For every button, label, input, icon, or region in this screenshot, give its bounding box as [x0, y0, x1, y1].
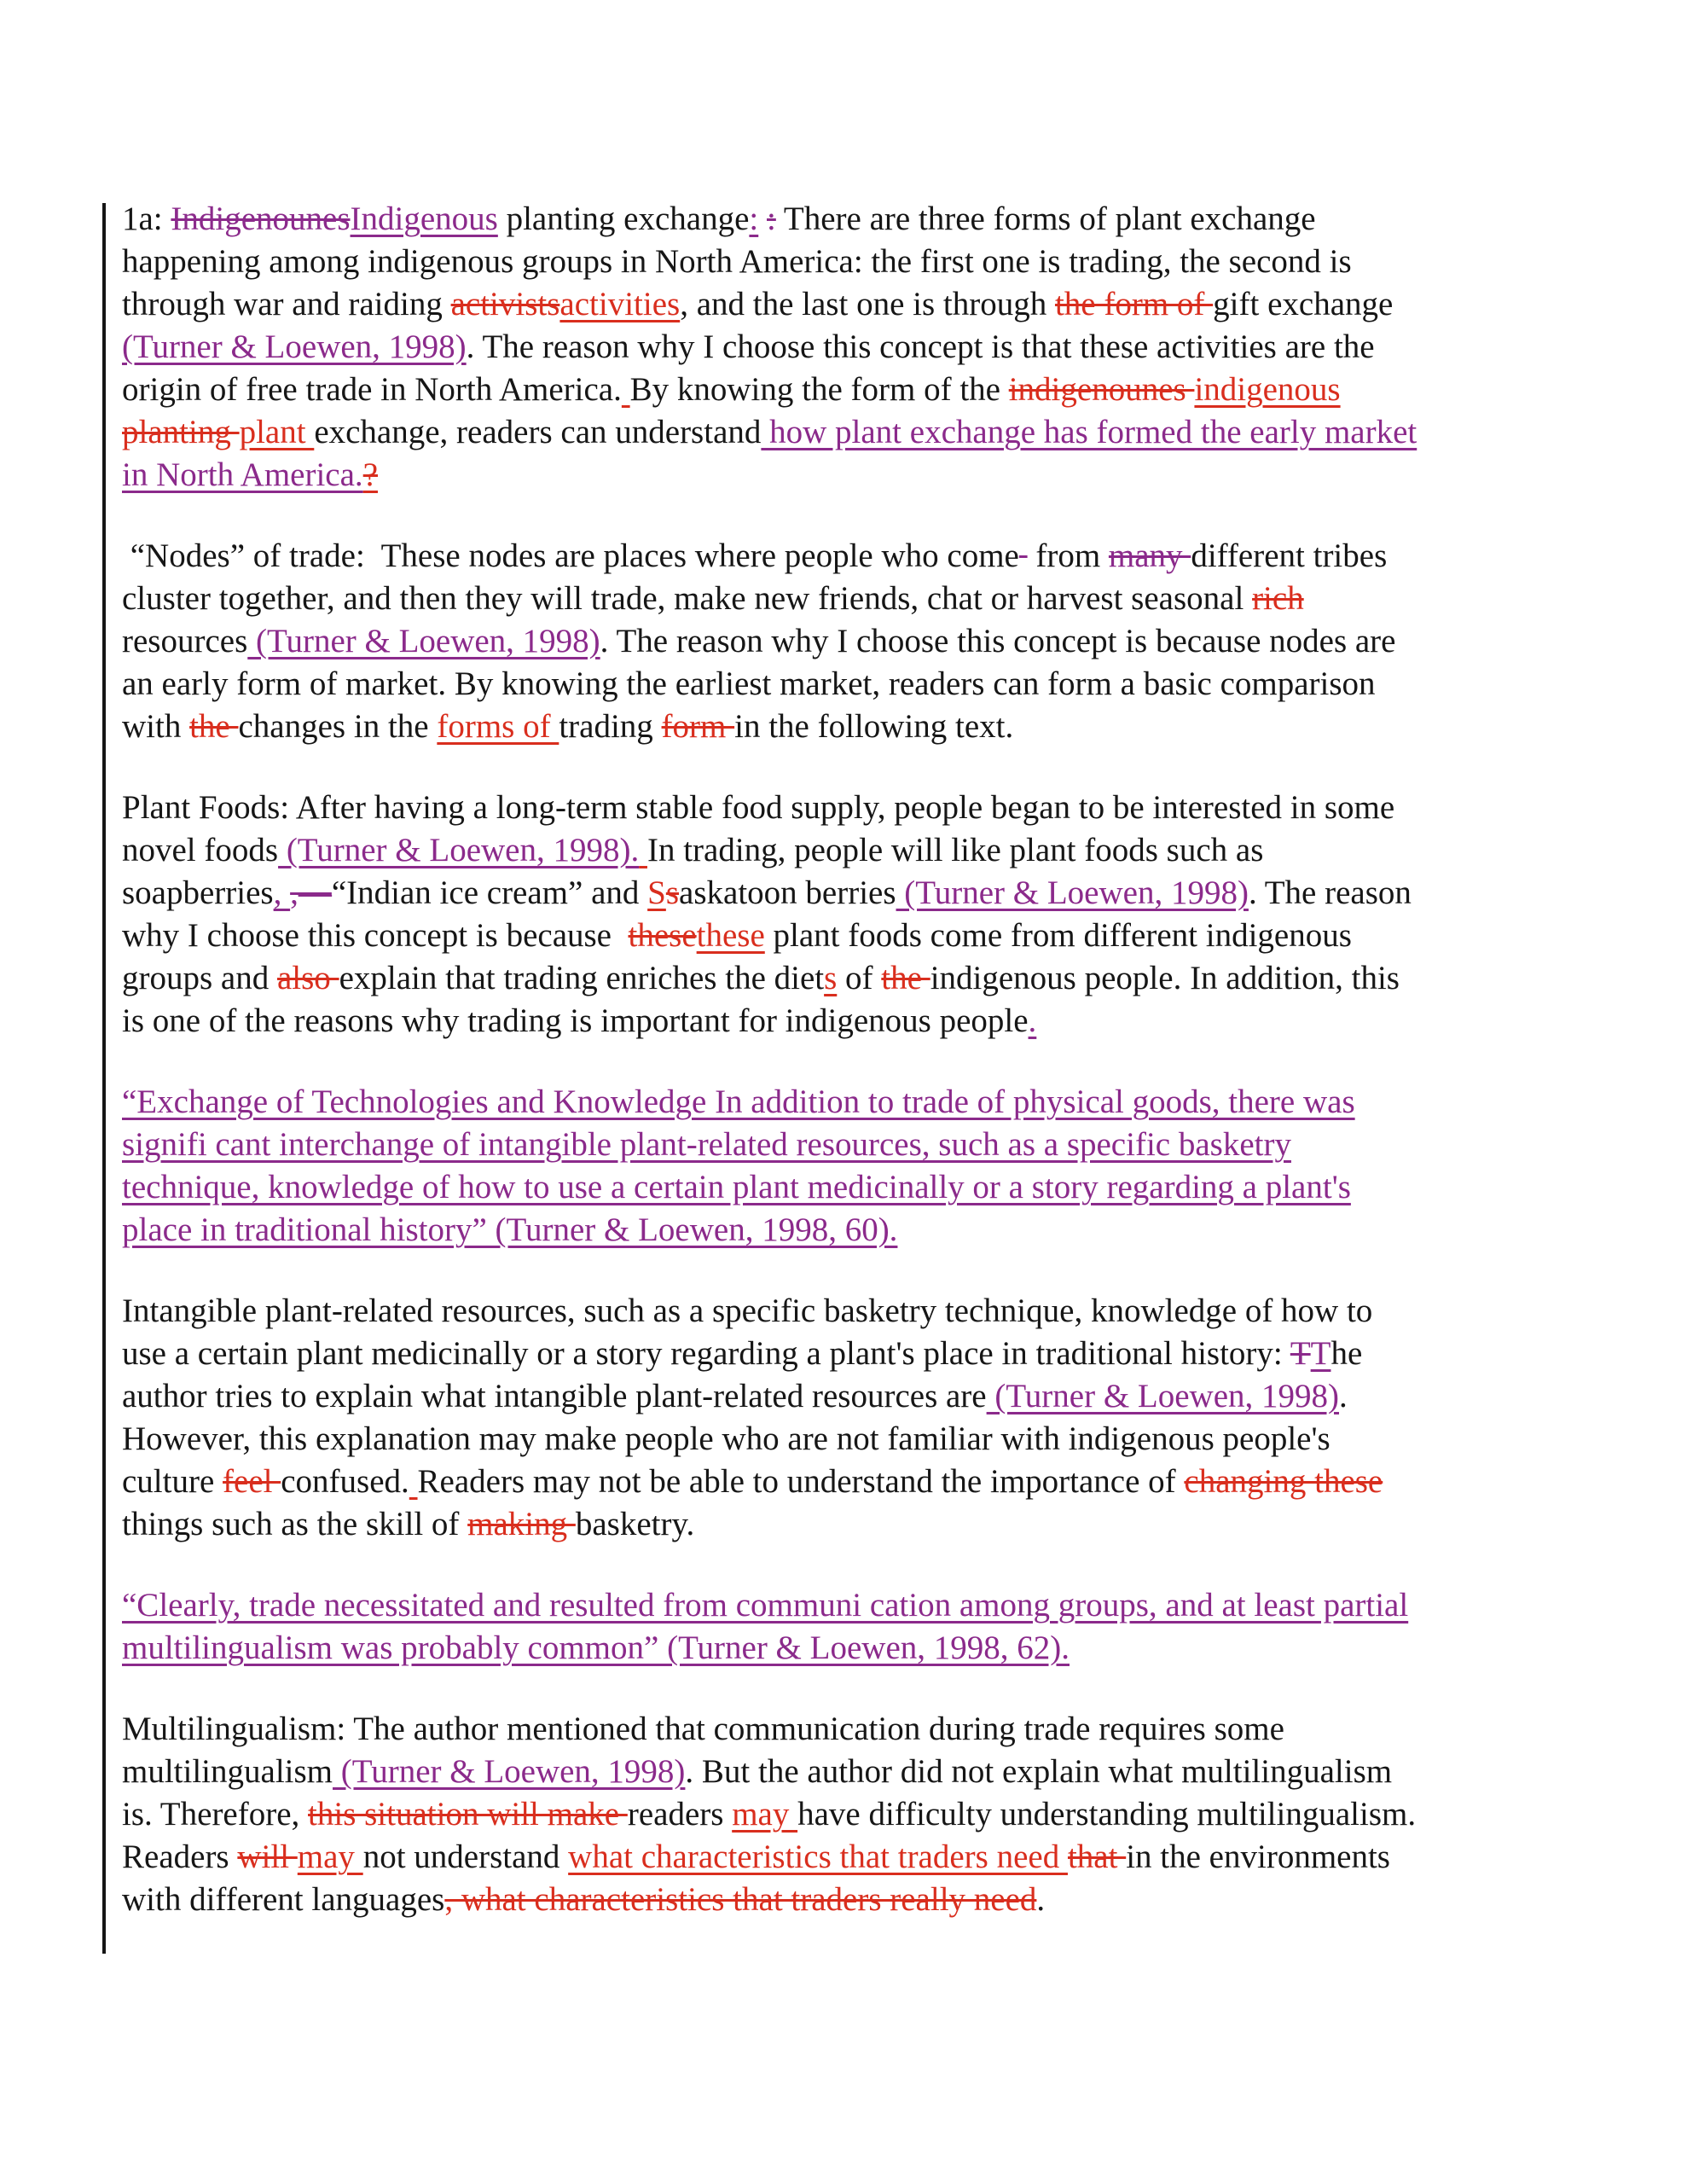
text-run: trading	[559, 708, 662, 745]
inserted-text-red: may	[297, 1838, 363, 1875]
text-run: . The reason why I choose this concept is because nodes are	[600, 623, 1396, 659]
text-run: use a certain plant medicinally or a story regarding a plant's place in traditional history:	[122, 1335, 1290, 1372]
inserted-text-red	[622, 371, 630, 408]
text-run: basketry.	[575, 1506, 695, 1542]
deleted-text-red: changing these	[1184, 1463, 1383, 1500]
paragraph	[122, 535, 1649, 748]
inserted-text-red: what characteristics that traders need	[568, 1838, 1068, 1875]
text-run: cluster together, and then they will trade, make new friends, chat or harvest seasonal	[122, 580, 1253, 617]
paragraph	[122, 198, 1649, 497]
paragraph	[122, 1708, 1649, 1921]
text-run: .	[1036, 1881, 1046, 1918]
deleted-text-red: making	[467, 1506, 576, 1542]
inserted-text-purple: :	[749, 200, 759, 237]
text-run: is one of the reasons why trading is important for indigenous people	[122, 1002, 1029, 1039]
inserted-text-red: s	[824, 960, 838, 996]
text-run: different tribes	[1191, 537, 1388, 574]
deleted-text-red: , what characteristics that traders really need	[444, 1881, 1037, 1918]
text-run: There are three forms of plant exchange	[775, 200, 1316, 237]
text-run: in the following text.	[734, 708, 1014, 745]
text-run: have difficulty understanding multilingualism.	[797, 1796, 1417, 1833]
text-run: “Indian ice cream” and	[331, 874, 648, 911]
text-run: planting exchange	[497, 200, 750, 237]
inserted-text-purple: signifi cant interchange of intangible plant-related resources, such as a specific basketry	[122, 1126, 1291, 1163]
deleted-text-purple: T	[1290, 1335, 1311, 1372]
inserted-text-purple: “Clearly, trade necessitated and resulted from communi cation among groups, and at least partial	[122, 1587, 1409, 1623]
tracked-changes-bar	[102, 203, 106, 1954]
deleted-text-purple: ,—	[290, 874, 332, 911]
text-run: resources	[122, 623, 248, 659]
text-run: of	[837, 960, 882, 996]
text-run: askatoon berries	[679, 874, 896, 911]
text-run: with different languages	[122, 1881, 445, 1918]
text-run: Readers	[122, 1838, 238, 1875]
inserted-text-red: plant	[239, 414, 315, 450]
deleted-text-red: this situation will make	[308, 1796, 628, 1833]
inserted-text-purple: Indigenous	[350, 200, 498, 237]
text-run: . The reason	[1248, 874, 1412, 911]
deleted-text-purple	[1019, 537, 1028, 574]
paragraph	[122, 1584, 1649, 1670]
inserted-text-purple: (Turner & Loewen, 1998)	[896, 874, 1249, 911]
text-run: “Nodes” of trade: These nodes are places where people who come	[122, 537, 1019, 574]
deleted-text-purple: many	[1108, 537, 1191, 574]
inserted-text-purple: (Turner & Loewen, 1998)	[333, 1753, 686, 1790]
text-run: plant foods come from different indigenous	[764, 917, 1352, 954]
text-run: why I choose this concept is because	[122, 917, 629, 954]
text-run: In trading, people will like plant foods such as	[646, 832, 1264, 868]
text-run: culture	[122, 1463, 223, 1500]
text-run: from	[1027, 537, 1109, 574]
inserted-text-red	[409, 1463, 418, 1500]
deleted-text-red: the form of	[1054, 286, 1214, 322]
inserted-text-purple: multilingualism was probably common” (Turner & Loewen, 1998, 62).	[122, 1629, 1070, 1666]
text-run: Multilingualism: The author mentioned that communication during trade requires some	[122, 1711, 1284, 1747]
inserted-text-red: activities	[559, 286, 681, 322]
text-run: .	[1339, 1378, 1348, 1414]
inserted-text-purple: “Exchange of Technologies and Knowledge In addition to trade of physical goods, there was	[122, 1083, 1355, 1120]
text-run: happening among indigenous groups in North America: the first one is trading, the second is	[122, 243, 1352, 280]
text-run: he	[1330, 1335, 1363, 1372]
text-run: with	[122, 708, 190, 745]
inserted-text-purple: place in traditional history” (Turner & Loewen, 1998, 60).	[122, 1211, 898, 1248]
inserted-text-purple: in North America.	[122, 456, 363, 493]
text-run: soapberries	[122, 874, 274, 911]
deleted-text-red: s	[665, 874, 680, 911]
deleted-text-red: planting	[122, 414, 240, 450]
deleted-text-red: activists	[450, 286, 560, 322]
text-run: Intangible plant-related resources, such as a specific basketry technique, knowledge of how to	[122, 1292, 1373, 1329]
text-run	[758, 200, 767, 237]
paragraph	[122, 787, 1649, 1043]
inserted-text-red: these	[696, 917, 765, 954]
inserted-text-purple: how plant exchange has formed the early market	[761, 414, 1417, 450]
inserted-deleted-text-red: ?	[362, 456, 378, 493]
inserted-text-purple: technique, knowledge of how to use a certain plant medicinally or a story regarding a plant's	[122, 1169, 1351, 1205]
inserted-text-red: may	[732, 1796, 798, 1833]
inserted-text-red: forms of	[437, 708, 559, 745]
text-run: By knowing the form of the	[629, 371, 1009, 408]
text-run: groups and	[122, 960, 277, 996]
inserted-text-purple: .	[1028, 1002, 1037, 1039]
deleted-text-purple: Indigenounes	[171, 200, 351, 237]
text-run: confused.	[281, 1463, 409, 1500]
deleted-text-red: will	[237, 1838, 298, 1875]
deleted-text-red: the	[189, 708, 239, 745]
text-run: novel foods	[122, 832, 279, 868]
text-run: changes in the	[238, 708, 438, 745]
text-run: origin of free trade in North America.	[122, 371, 622, 408]
deleted-text-red: feel	[223, 1463, 281, 1500]
text-run: an early form of market. By knowing the earliest market, readers can form a basic comparison	[122, 665, 1376, 702]
deleted-text-red: that	[1067, 1838, 1127, 1875]
inserted-text-purple: ,	[273, 874, 291, 911]
deleted-text-red: indigenounes	[1008, 371, 1195, 408]
text-run: Plant Foods: After having a long-term stable food supply, people began to be interested in some	[122, 789, 1395, 826]
text-run: gift exchange	[1213, 286, 1394, 322]
text-run: . But the author did not explain what multilingualism	[685, 1753, 1393, 1790]
text-run: author tries to explain what intangible plant-related resources are	[122, 1378, 987, 1414]
text-run: indigenous people. In addition, this	[930, 960, 1400, 996]
text-run: not understand	[362, 1838, 569, 1875]
paragraph	[122, 1081, 1649, 1252]
text-run: is. Therefore,	[122, 1796, 309, 1833]
text-run: , and the last one is through	[680, 286, 1055, 322]
deleted-text-red: form	[661, 708, 735, 745]
paragraph	[122, 1290, 1649, 1546]
text-run: However, this explanation may make people who are not familiar with indigenous people's	[122, 1420, 1330, 1457]
text-run: 1a:	[122, 200, 171, 237]
text-run: through war and raiding	[122, 286, 451, 322]
deleted-text-red: rich	[1252, 580, 1304, 617]
document-body	[122, 198, 1649, 1960]
text-run: readers	[627, 1796, 733, 1833]
inserted-text-purple: (Turner & Loewen, 1998).	[278, 832, 640, 868]
text-run: exchange, readers can understand	[314, 414, 762, 450]
inserted-text-purple: (Turner & Loewen, 1998)	[247, 623, 600, 659]
text-run: in the environments	[1126, 1838, 1390, 1875]
text-run: . The reason why I choose this concept is that these activities are the	[466, 328, 1375, 365]
text-run: explain that trading enriches the diet	[339, 960, 825, 996]
inserted-text-red: S	[647, 874, 666, 911]
inserted-text-red	[639, 832, 647, 868]
inserted-text-purple: T	[1310, 1335, 1331, 1372]
deleted-text-red: these	[628, 917, 697, 954]
inserted-text-purple: (Turner & Loewen, 1998)	[122, 328, 467, 365]
deleted-text-red: also	[276, 960, 339, 996]
deleted-text-purple: :	[767, 200, 776, 237]
text-run: Readers may not be able to understand the importance of	[417, 1463, 1185, 1500]
inserted-text-purple: (Turner & Loewen, 1998)	[986, 1378, 1340, 1414]
inserted-text-red: indigenous	[1194, 371, 1341, 408]
text-run: things such as the skill of	[122, 1506, 468, 1542]
deleted-text-red: the	[881, 960, 930, 996]
text-run: multilingualism	[122, 1753, 333, 1790]
